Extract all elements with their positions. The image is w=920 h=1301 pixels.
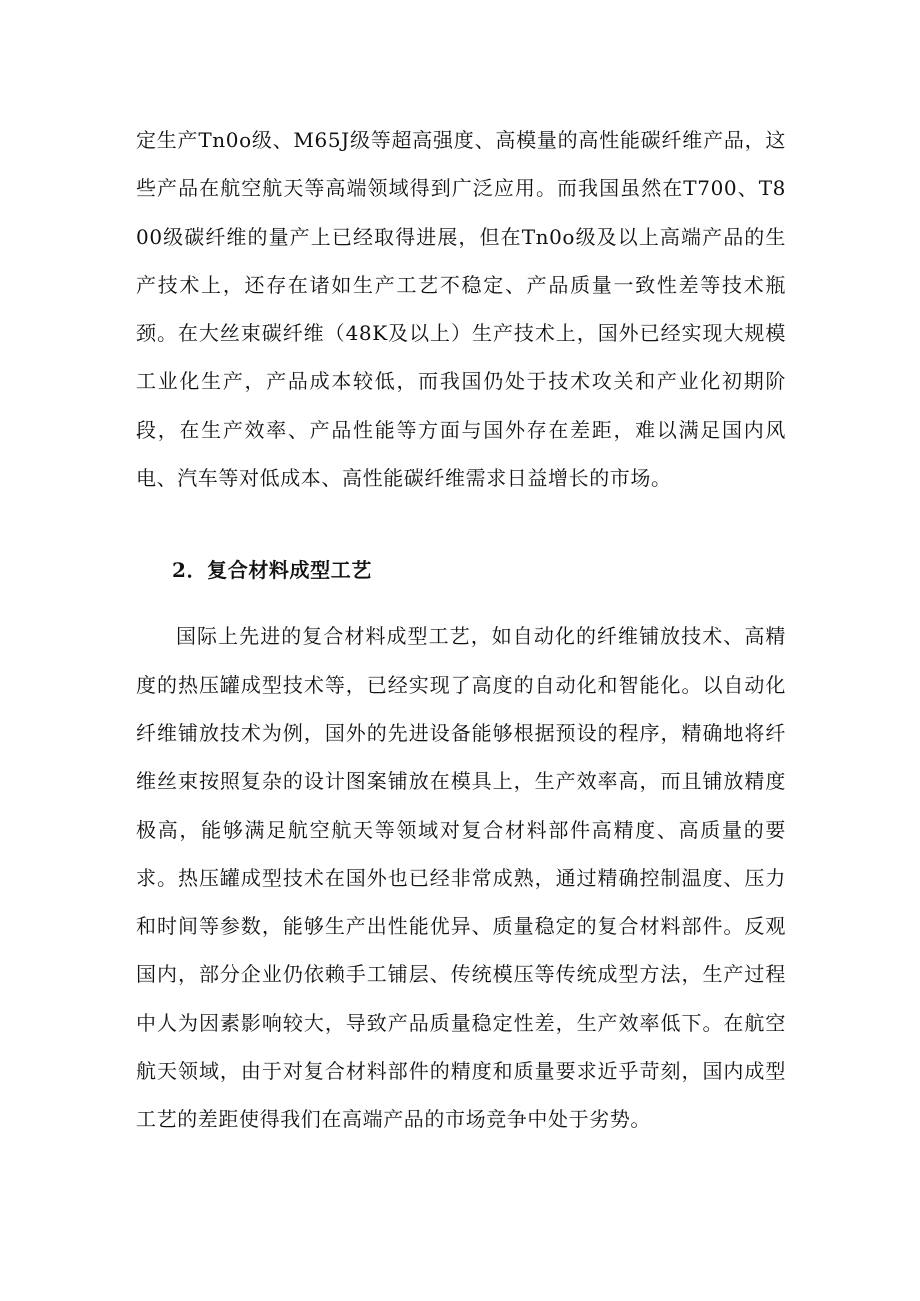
document-body [136, 116, 786, 1144]
paragraph-spacer [136, 502, 786, 546]
paragraph-carbon-fiber: 定生产Tn0o级、M65J级等超高强度、高模量的高性能碳纤维产品，这些产品在航空航天等高端领域得到广泛应用。而我国虽然在T700、T800级碳纤维的量产上已经取得进展，但在Tn0o级及以上高端产品的生产技术上，还存在诸如生产工艺不稳定、产品质量一致性差等技术瓶颈。在大丝束碳纤维（48K及以上）生产技术上，国外已经实现大规模工业化生产，产品成本较低，而我国仍处于技术攻关和产业化初期阶段，在生产效率、产品性能等方面与国外存在差距，难以满足国内风电、汽车等对低成本、高性能碳纤维需求日益增长的市场。 [136, 128, 786, 491]
heading-spacer [136, 594, 786, 612]
section-heading: 2．复合材料成型工艺 [172, 558, 372, 583]
paragraph-molding-process: 国际上先进的复合材料成型工艺，如自动化的纤维铺放技术、高精度的热压罐成型技术等，已经实现了高度的自动化和智能化。以自动化纤维铺放技术为例，国外的先进设备能够根据预设的程序，精确地将纤维丝束按照复杂的设计图案铺放在模具上，生产效率高，而且铺放精度极高，能够满足航空航天等领域对复合材料部件高精度、高质量的要求。热压罐成型技术在国外也已经非常成熟，通过精确控制温度、压力和时间等参数，能够生产出性能优异、质量稳定的复合材料部件。反观国内，部分企业仍依赖手工铺层、传统模压等传统成型方法，生产过程中人为因素影响较大，导致产品质量稳定性差，生产效率低下。在航空航天领域，由于对复合材料部件的精度和质量要求近乎苛刻，国内成型工艺的差距使得我们在高端产品的市场竞争中处于劣势。 [136, 624, 786, 1132]
